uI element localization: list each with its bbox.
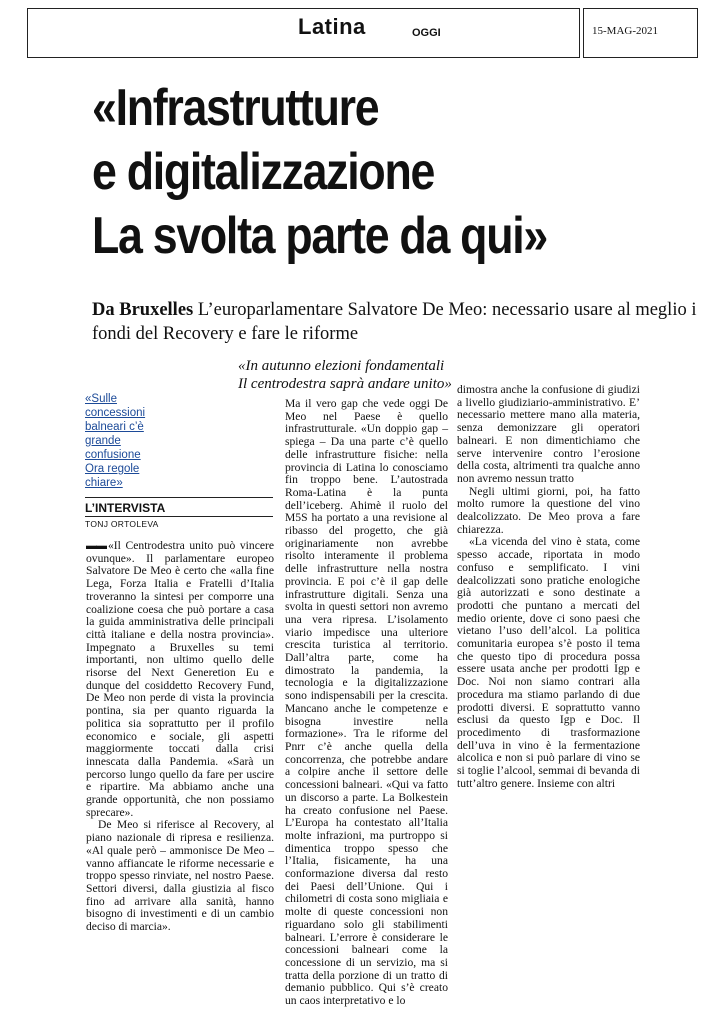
sidebar-quote-line: grande: [85, 435, 121, 447]
masthead-subtitle: OGGI: [412, 27, 441, 39]
sidebar-quote-line: «Sulle: [85, 393, 117, 405]
headline: [92, 76, 617, 268]
section-divider: [85, 497, 273, 498]
article-column-2: [285, 398, 448, 1008]
article-paragraph: «La vicenda del vino è stata, come spesso accade, riportata in modo confuso e semplificato. I vini dealcolizzati sono pratiche enologiche già autorizzati e sono destinate a prodotti che puntano a mercati del medio oriente, dove ci sono paesi che vietano l’uso dell’alcol. La politica comunitaria europea s’è posto il tema che questo tipo di procedura possa essere usata anche per prodotti Igp e Doc. Noi non siamo contrari alla procedura ma stiamo parlando di due prodotti diversi. E soprattutto vanno esclusi da questo Igp e Doc. Il procedimento di trasformazione dell’uva in vino è la fermentazione alcolica e non si può parlare di vino se si toglie l’alcool, semmai di bevanda di tutt’altro genere. Insieme con altri: [457, 535, 640, 790]
article-column-1: [86, 540, 274, 934]
article-paragraph: [86, 540, 274, 819]
sidebar-quote-line: concessioni: [85, 407, 146, 419]
pull-quote-line: «In autunno elezioni fondamentali: [238, 358, 445, 374]
headline-line: e digitalizzazione: [92, 143, 435, 201]
article-paragraph: Negli ultimi giorni, poi, ha fatto molto rumore la questione del vino dealcolizzato. De Meo prova a fare chiarezza.: [457, 484, 640, 536]
sidebar-quote-line: Ora regole: [85, 463, 140, 475]
article-column-3: [457, 384, 640, 791]
subheadline: [92, 298, 712, 346]
sidebar-quote-line: balneari c’è: [85, 421, 144, 433]
section-label: L’INTERVISTA: [85, 501, 166, 515]
article-paragraph: De Meo si riferisce al Recovery, al piano nazionale di ripresa e resilienza. «Al quale però – ammonisce De Meo – vanno affiancate le riforme necessarie e troppo spesso rinviate, nel nostro Paese. Settori diversi, dalla giustizia al fisco fino ad arrivare alla sanità, hanno bisogno di investimenti e di un cambio deciso di marcia».: [86, 818, 274, 934]
paragraph-text: «Il Centrodestra unito può vincere ovunque». Il parlamentare europeo Salvatore De Meo è certo che «alla fine Lega, Forza Italia e Fratelli d’Italia troveranno la sintesi per comporre una coalizione coesa che può portare a casa la guida amministrativa delle principali città italiane e della nostra provincia». Impegnato a Bruxelles su temi importanti, non ultimo quello delle risorse del Next Generetion Eu e dunque del cosiddetto Recovery Fund, De Meo non perde di vista la provincia pontina, sia per quanto riguarda la politica sia soprattutto per il profilo economico e sociale, gli aspetti maggiormente toccati dalla crisi innescata dalla Pandemia. «Sarà un percorso lungo quello da fare per uscire e ripartire. Ma abbiamo anche una grande opportunità, che non possiamo sprecare».: [86, 539, 274, 819]
subheadline-text: L’europarlamentare Salvatore De Meo: necessario usare al meglio i fondi del Recovery e fare le riforme: [92, 300, 697, 344]
subheadline-kicker: Da Bruxelles: [92, 300, 194, 320]
masthead-title: Latina: [298, 14, 366, 39]
headline-line: «Infrastrutture: [92, 79, 379, 137]
sidebar-quote: [85, 392, 185, 490]
sidebar-quote-line: chiare»: [85, 477, 123, 489]
paragraph-marker-icon: ▬▬: [86, 540, 106, 552]
pull-quote-line: Il centrodestra saprà andare unito»: [238, 376, 452, 392]
article-paragraph: Ma il vero gap che vede oggi De Meo nel Paese è quello infrastrutturale. «Un doppio gap – spiega – Da una parte c’è quello delle infrastrutture fisiche: nella provincia di Latina lo conosciamo fin troppo bene. L’autostrada Roma-Latina è la punta dell’iceberg. Ahimè il ruolo del M5S ha portato a una revisione al ribasso del progetto, che già originariamente non avrebbe risolto interamente il problema delle infrastrutture nella nostra provincia. E poi c’è il gap delle infrastrutture digitali. Senza una svolta in questi settori non avremo una vera ripresa. L’isolamento viario impedisce una ulteriore crescita turistica al territorio. Dall’altra parte, come ha dimostrato la pandemia, la tecnologia e la digitalizzazione sono indispensabili per la crescita. Mancano anche le competenze e bisogna investire nella formazione». Tra le riforme del Pnrr c’è anche quella della concorrenza, che potrebbe andare a colpire anche il settore delle concessioni balneari. «Qui va fatto un discorso a parte. La Bolkestein ha creato confusione nel Paese. L’Europa ha contestato all’Italia molte infrazioni, ma purtroppo si dimentica troppo spesso che l’Italia, fisicamente, ha una conformazione diversa dal resto dei Paesi dell’Unione. Qui i chilometri di costa sono migliaia e molte di queste concessioni non riguardano solo gli stabilimenti balneari. L’errore è considerare le concessioni balneari come la concessione di un servizio, ma si tratta della porzione di un tratto di demanio pubblico. Qui s’è creato un caos interpretativo e lo: [285, 397, 448, 1008]
byline: TONJ ORTOLEVA: [85, 519, 159, 529]
publication-date: 15-MAG-2021: [592, 25, 658, 37]
section-divider: [85, 516, 273, 517]
headline-line: La svolta parte da qui»: [92, 207, 547, 265]
article-paragraph: dimostra anche la confusione di giudizi a livello giudiziario-amministrativo. E’ necessario mettere mano alla materia, senza demonizzare gli operatori balneari. E non dimentichiamo che serve intervenire contro l’erosione della costa, altrimenti tra qualche anno non avremo nessun tratto: [457, 383, 640, 485]
sidebar-quote-line: confusione: [85, 449, 141, 461]
